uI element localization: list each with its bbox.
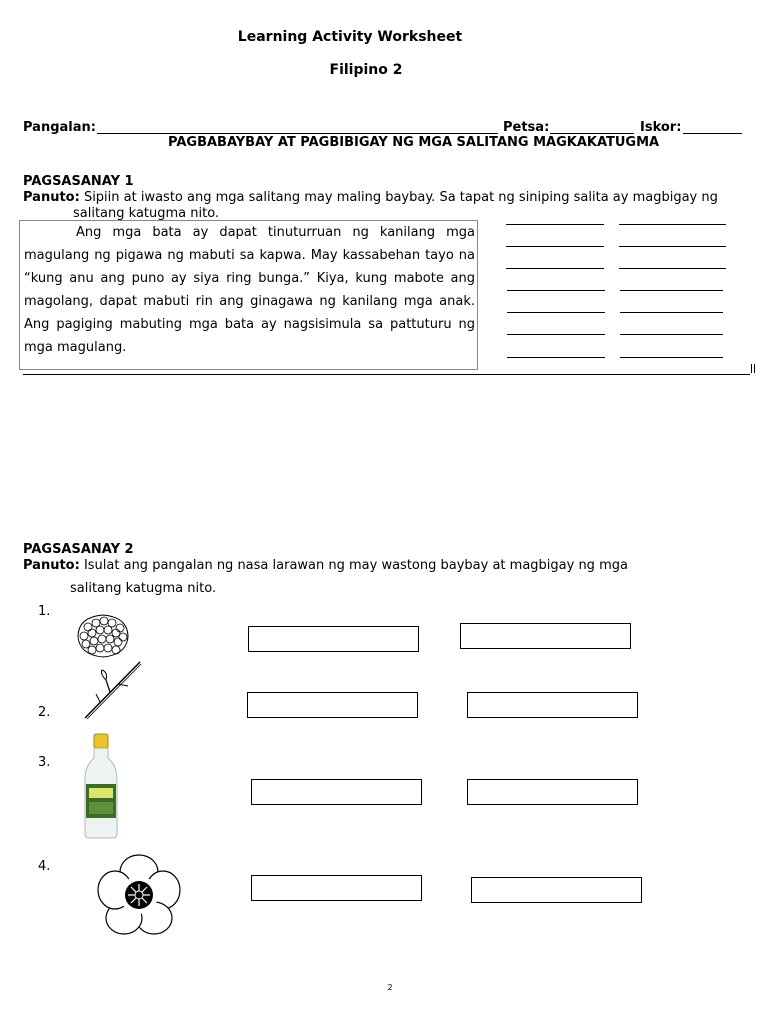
exercise1-directions <box>23 190 718 205</box>
answer-line-1a[interactable] <box>506 224 604 225</box>
atis-fruit-icon <box>74 611 132 659</box>
worksheet-title: Learning Activity Worksheet <box>237 29 463 45</box>
answer-line-6a[interactable] <box>507 334 605 335</box>
item1-name-box[interactable] <box>248 626 419 652</box>
answer-line-2a[interactable] <box>506 246 604 247</box>
answer-line-5b[interactable] <box>620 312 723 313</box>
answer-line-4b[interactable] <box>620 290 723 291</box>
flower-icon <box>96 852 182 936</box>
page-number: 2 <box>387 983 393 992</box>
item1-rhyme-box[interactable] <box>460 623 631 649</box>
answer-line-3a[interactable] <box>506 268 604 269</box>
item4-name-box[interactable] <box>251 875 422 901</box>
section-divider <box>23 374 750 375</box>
directions-text: Sipiin at iwasto ang mga salitang may maling baybay. Sa tapat ng siniping salita ay magbigay ng <box>79 190 718 205</box>
answer-line-5a[interactable] <box>507 312 605 313</box>
answer-line-7a[interactable] <box>507 357 605 358</box>
exercise2-title: PAGSASANAY 2 <box>23 542 134 557</box>
answer-line-7b[interactable] <box>620 357 723 358</box>
subject-title: Filipino 2 <box>329 62 403 78</box>
item-number: 4. <box>38 859 51 874</box>
exercise2-directions <box>23 558 628 573</box>
name-field[interactable] <box>97 133 498 134</box>
item2-rhyme-box[interactable] <box>467 692 638 718</box>
directions-text: Isulat ang pangalan ng nasa larawan ng may wastong baybay at magbigay ng mga <box>79 558 628 573</box>
item4-rhyme-box[interactable] <box>471 877 642 903</box>
directions-label: Panuto: <box>23 190 80 205</box>
answer-line-1b[interactable] <box>619 224 726 225</box>
score-label: Iskor: <box>640 120 682 135</box>
item3-rhyme-box[interactable] <box>467 779 638 805</box>
divider-tick <box>751 364 753 373</box>
passage-box <box>19 220 478 370</box>
date-field[interactable] <box>550 133 634 134</box>
exercise1-directions-cont: salitang katugma nito. <box>73 206 220 221</box>
topic-heading: PAGBABAYBAY AT PAGBIBIGAY NG MGA SALITANG MAGKAKATUGMA <box>168 135 660 150</box>
directions-label: Panuto: <box>23 558 80 573</box>
item-number: 2. <box>38 705 51 720</box>
answer-line-3b[interactable] <box>619 268 726 269</box>
twig-branch-icon <box>78 658 144 722</box>
item2-name-box[interactable] <box>247 692 418 718</box>
divider-tick <box>754 364 756 373</box>
date-label: Petsa: <box>503 120 550 135</box>
answer-line-6b[interactable] <box>620 334 723 335</box>
exercise2-directions-cont: salitang katugma nito. <box>70 581 217 596</box>
exercise1-title: PAGSASANAY 1 <box>23 174 134 189</box>
score-field[interactable] <box>683 133 742 134</box>
name-label: Pangalan: <box>23 120 96 135</box>
vinegar-bottle-icon <box>81 732 121 840</box>
answer-line-2b[interactable] <box>619 246 726 247</box>
passage-text: Ang mga bata ay dapat tinuturruan ng kanilang mga magulang ng pigawa ng mabuti sa kapwa. May kassabehan tayo na “kung anu ang puno ay siya ring bunga.” Kiya, kung mabote ang magolang, dapat mabuti rin ang ginagawa ng kanilang mga anak. Ang pagiging mabuting mga bata ay nagsisimula sa pattuturu ng mga magulang. <box>24 225 475 355</box>
answer-line-4a[interactable] <box>507 290 605 291</box>
item-number: 1. <box>38 604 51 619</box>
item3-name-box[interactable] <box>251 779 422 805</box>
item-number: 3. <box>38 755 51 770</box>
